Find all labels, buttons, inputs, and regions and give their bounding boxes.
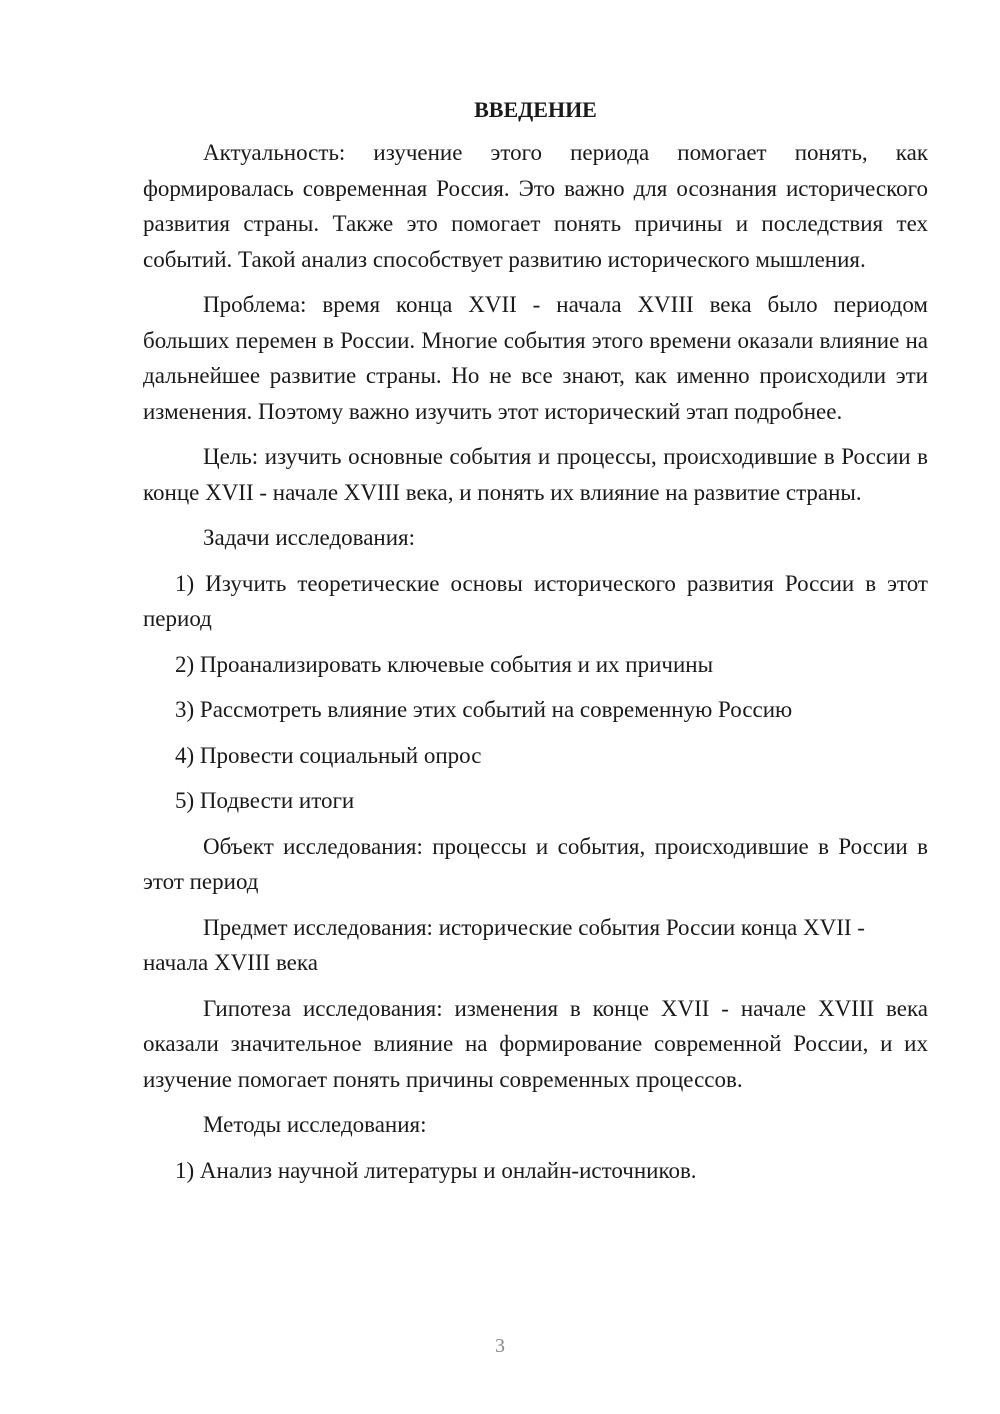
tasks-heading: Задачи исследования: [203,525,416,550]
object-paragraph: Объект исследования: процессы и события, происходившие в России в этот период [143,833,928,894]
subject-paragraph: Предмет исследования: исторические события России конца XVII - начала XVIII века [143,914,865,975]
task-item: 4) Провести социальный опрос [175,742,482,768]
relevance-paragraph: Актуальность: изучение этого периода помогает понять, как формировалась современная Россия. Это важно для осознания исторического развития страны. Также это помогает понять причины и последствия тех событий. Такой анализ способствует развитию исторического мышления. [143,140,928,272]
page-number: 3 [495,1335,505,1357]
tasks-list [143,566,928,819]
hypothesis-paragraph: Гипотеза исследования: изменения в конце XVII - начале XVIII века оказали значительное влияние на формирование современной России, и их изучение помогает понять причины современных процессов. [143,995,928,1092]
task-item: 1) Изучить теоретические основы исторического развития России в этот период [143,570,928,631]
methods-heading: Методы исследования: [203,1112,427,1137]
task-item: 2) Проанализировать ключевые события и их причины [175,651,714,677]
goal-paragraph: Цель: изучить основные события и процессы, происходившие в России в конце XVII - начале XVIII века, и понять их влияние на развитие страны. [143,444,928,505]
methods-list [143,1153,928,1189]
task-item: 5) Подвести итоги [175,788,355,813]
problem-paragraph: Проблема: время конца XVII - начала XVIII века было периодом больших перемен в России. Многие события этого времени оказали влияние на дальнейшее развитие страны. Но не все знают, как именно происходили эти изменения. Поэтому важно изучить этот исторический этап подробнее. [143,292,928,424]
page-content [143,92,928,1188]
task-item: 3) Рассмотреть влияние этих событий на современную Россию [175,697,793,722]
method-item: 1) Анализ научной литературы и онлайн-источников. [175,1157,697,1183]
section-title: ВВЕДЕНИЕ [474,97,597,122]
